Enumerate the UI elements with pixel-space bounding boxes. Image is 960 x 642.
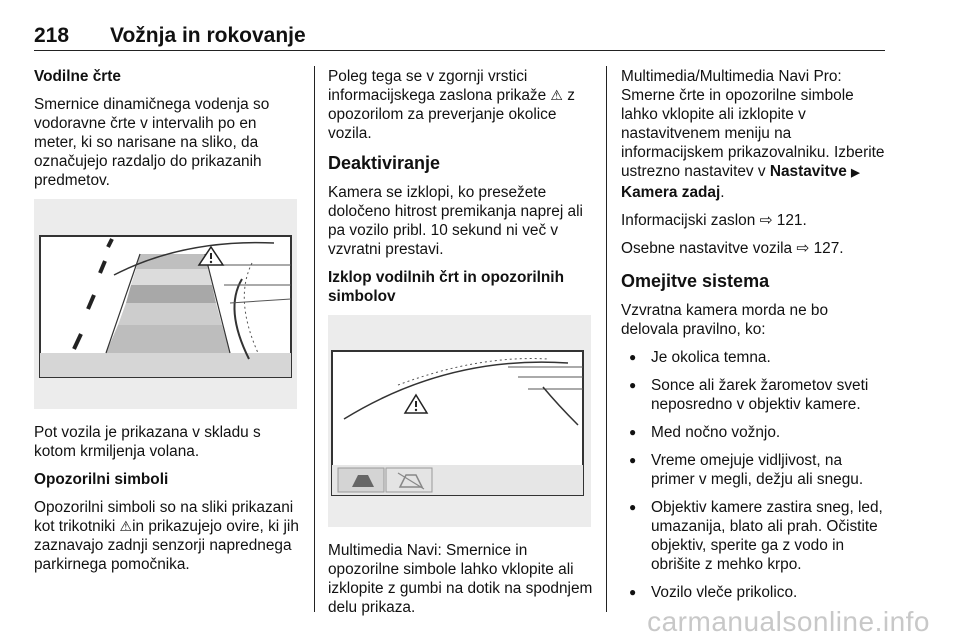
- figure-guide-lines: [34, 199, 297, 409]
- paragraph-settings: Multimedia/Multimedia Navi Pro: Smerne črte in opozorilne simbole lahko vklopite ali izklopite v nastavitvenem meniju na informacijskem prikazovalniku. Izberite ustrezno nastavitev v Nastavitve ▶ Kamera zadaj.: [621, 68, 885, 201]
- list-item: ● Je okolica temna.: [621, 348, 887, 367]
- page-reference-icon: ⇨: [759, 212, 773, 229]
- paragraph-multimedia-navi: Multimedia Navi: Smernice in opozorilne simbole lahko vklopite ali izklopite z gumbi na dotik na spodnjem delu prikaza.: [328, 542, 593, 616]
- list-item: ● Objektiv kamere zastira sneg, led, umazanija, blato ali prah. Očistite objektiv, sperite ga z vodo in obrišite z mehko krpo.: [621, 498, 887, 574]
- paragraph-warning-symbols: Opozorilni simboli so na sliki prikazani kot trikotniki ⚠in prikazujejo ovire, ki jih zaznavajo zadnji senzorji naprednega parkirnega pomočnika.: [34, 499, 299, 573]
- camera-guide-lines-illustration: [34, 199, 297, 409]
- paragraph-deactivation: Kamera se izklopi, ko presežete določeno hitrost premikanja naprej ali pa vozilo pribl. 10 sekund ni več v vzvratni prestavi.: [328, 184, 583, 258]
- reference-info-display: Informacijski zaslon ⇨ 121.: [621, 212, 807, 229]
- section-system-limits: Omejitve sistema: [621, 271, 770, 291]
- column-divider-1: [314, 66, 315, 612]
- page-reference-icon: ⇨: [796, 240, 810, 257]
- column-2: [328, 67, 596, 626]
- column-divider-2: [606, 66, 607, 612]
- warning-triangle-icon: ⚠: [550, 87, 563, 103]
- figure-caption: Pot vozila je prikazana v skladu s kotom krmiljenja volana.: [34, 424, 261, 460]
- menu-path-settings: Nastavitve: [769, 163, 847, 180]
- camera-display-buttons-illustration: [328, 315, 591, 527]
- header-rule: [34, 50, 885, 51]
- list-item: ● Vozilo vleče prikolico.: [621, 583, 887, 602]
- watermark: carmanualsonline.info: [647, 606, 930, 637]
- heading-switch-off-guides: Izklop vodilnih črt in opozorilnih simbolov: [328, 269, 564, 305]
- list-item: ● Sonce ali žarek žarometov sveti neposredno v objektiv kamere.: [621, 376, 887, 414]
- column-3: [621, 67, 887, 611]
- list-item: ● Vreme omejuje vidljivost, na primer v megli, dežju ali snegu.: [621, 451, 887, 489]
- column-1: [34, 67, 302, 583]
- paragraph-limits-intro: Vzvratna kamera morda ne bo delovala pravilno, ko:: [621, 302, 829, 338]
- heading-warning-symbols: Opozorilni simboli: [34, 471, 169, 488]
- page-header: [34, 24, 306, 48]
- list-item: ● Med nočno vožnjo.: [621, 423, 887, 442]
- reference-vehicle-settings: Osebne nastavitve vozila ⇨ 127.: [621, 240, 844, 257]
- section-deactivation: Deaktiviranje: [328, 153, 441, 173]
- menu-arrow-icon: ▶: [851, 167, 860, 179]
- heading-guide-lines: Vodilne črte: [34, 68, 121, 85]
- paragraph-guide-lines: Smernice dinamičnega vodenja so vodoravne črte v intervalih po en meter, ki so narisane na sliko, da označujejo razdaljo do prikazanih predmetov.: [34, 96, 270, 189]
- page-title: Vožnja in rokovanje: [110, 24, 306, 47]
- limits-list: [621, 348, 887, 602]
- paragraph-top-line: Poleg tega se v zgornji vrstici informacijskega zaslona prikaže ⚠ z opozorilom za preverjanje okolice vozila.: [328, 68, 575, 142]
- figure-touch-buttons: [328, 315, 591, 527]
- page-number: 218: [34, 24, 70, 47]
- warning-triangle-icon: ⚠: [119, 518, 133, 534]
- menu-path-rear-camera: Kamera zadaj: [621, 184, 721, 201]
